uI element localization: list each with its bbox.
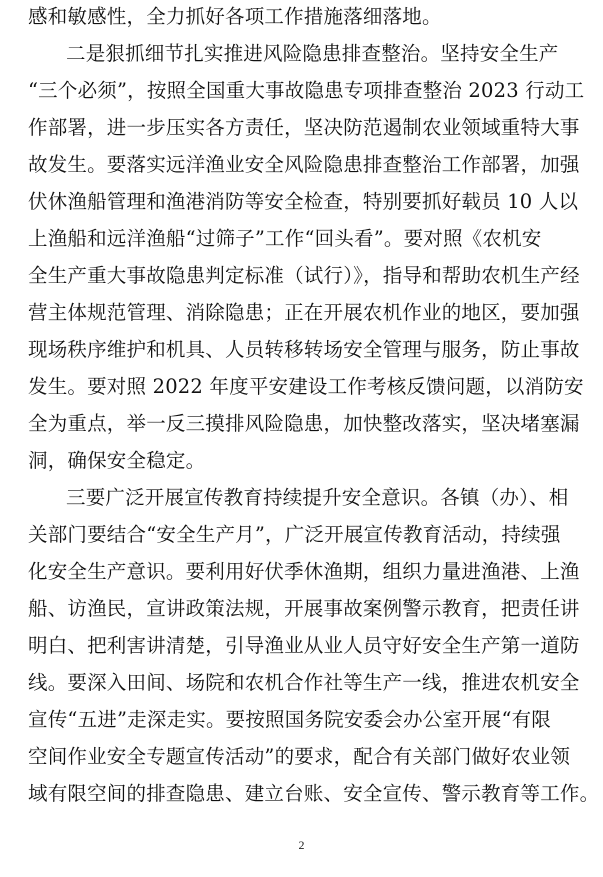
- text-line: 伏休渔船管理和渔港消防等安全检查，特别要抓好载员 10 人以: [28, 190, 579, 213]
- text-line: 空间作业安全专题宣传活动”的要求，配合有关部门做好农业领: [28, 745, 571, 768]
- text-line: 故发生。要落实远洋渔业安全风险隐患排查整治工作部署，加强: [28, 153, 580, 176]
- text-line: “三个必须”，按照全国重大事故隐患专项排查整治 2023 行动工: [28, 79, 585, 102]
- text-line: 作部署，进一步压实各方责任，坚决防范遏制农业领域重特大事: [28, 116, 580, 139]
- text-line: 感和敏感性，全力抓好各项工作措施落细落地。: [28, 5, 442, 28]
- text-line: 上渔船和远洋渔船“过筛子”工作“回头看”。要对照《农机安: [28, 227, 542, 250]
- text-line: 船、访渔民，宣讲政策法规，开展事故案例警示教育，把责任讲: [28, 597, 580, 620]
- text-line: 全生产重大事故隐患判定标准（试行）》，指导和帮助农机生产经: [28, 264, 580, 287]
- text-line: 现场秩序维护和机具、人员转移转场安全管理与服务，防止事故: [28, 338, 580, 361]
- text-line: 发生。要对照 2022 年度平安建设工作考核反馈问题，以消防安: [28, 375, 584, 398]
- text-line: 全为重点，举一反三摸排风险隐患，加快整改落实，坚决堵塞漏: [28, 412, 580, 435]
- text-line: 线。要深入田间、场院和农机合作社等生产一线，推进农机安全: [28, 671, 580, 694]
- text-line: 二是狠抓细节扎实推进风险隐患排查整治。坚持安全生产: [66, 42, 559, 65]
- text-line: 宣传“五进”走深走实。要按照国务院安委会办公室开展“有限: [28, 708, 552, 731]
- text-line: 化安全生产意识。要利用好伏季休渔期，组织力量进渔港、上渔: [28, 560, 580, 583]
- page-number: 2: [298, 838, 305, 852]
- text-line: 关部门要结合“安全生产月”，广泛开展宣传教育活动，持续强: [28, 523, 561, 546]
- text-line: 域有限空间的排查隐患、建立台账、安全宣传、警示教育等工作。: [28, 782, 600, 805]
- text-line: 三要广泛开展宣传教育持续提升安全意识。各镇（办）、相: [66, 486, 569, 509]
- text-line: 明白、把利害讲清楚，引导渔业从业人员守好安全生产第一道防: [28, 634, 580, 657]
- text-line: 洞，确保安全稳定。: [28, 449, 206, 472]
- text-line: 营主体规范管理、消除隐患；正在开展农机作业的地区，要加强: [28, 301, 580, 324]
